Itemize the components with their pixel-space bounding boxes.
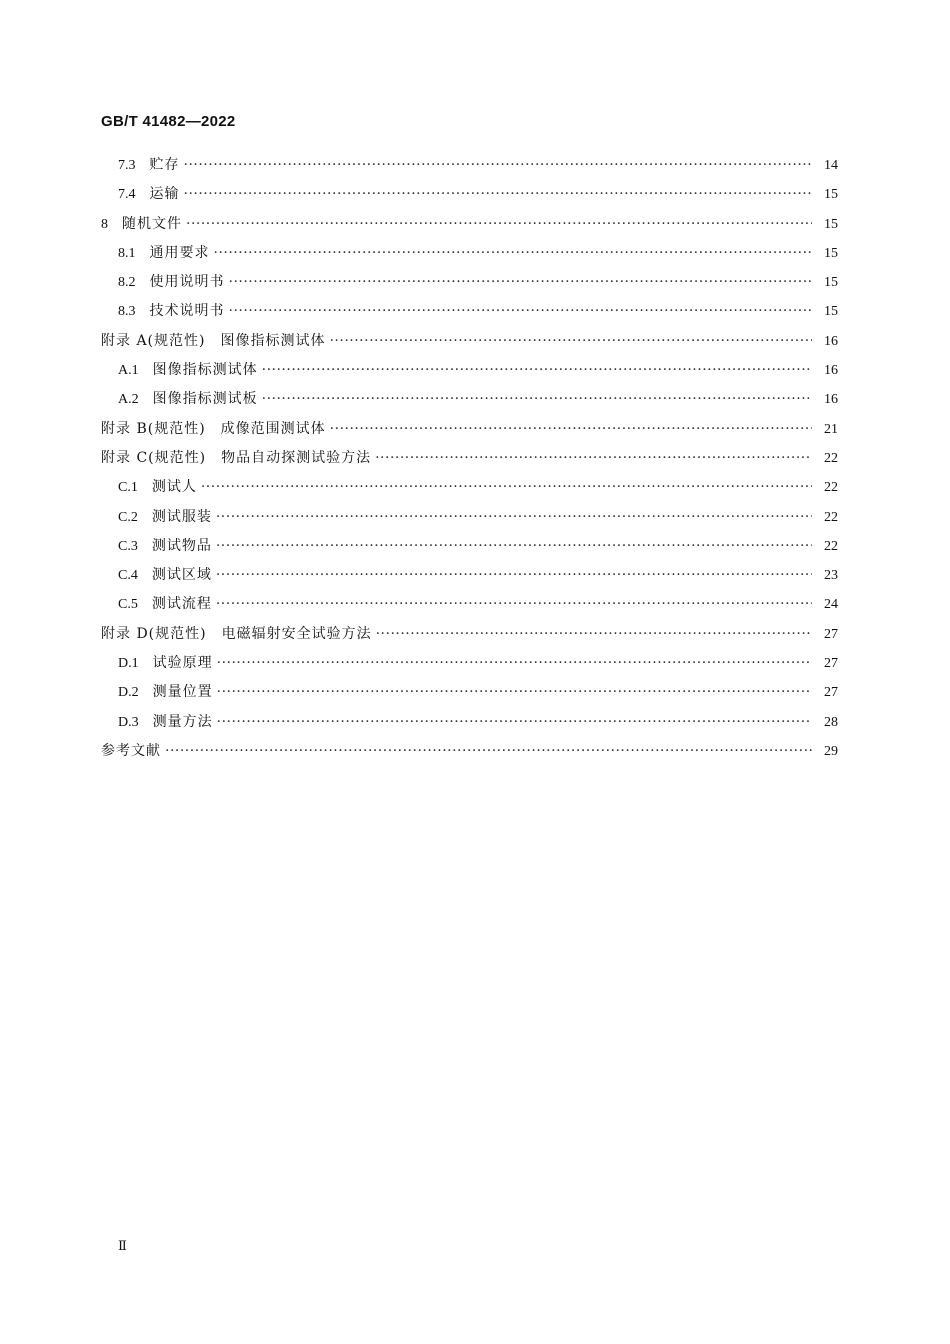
toc-entry-page: 22	[824, 509, 838, 525]
toc-entry-title: 运输	[149, 186, 180, 203]
toc-entry-title: 附录 B(规范性) 成像范围测试体	[101, 420, 326, 437]
toc-entry-page: 15	[824, 245, 838, 261]
toc-entry[interactable]	[101, 506, 838, 535]
toc-leader-dots	[375, 450, 812, 466]
toc-leader-dots	[329, 333, 812, 349]
toc-entry-page: 16	[824, 363, 838, 379]
toc-entry-page: 27	[824, 685, 838, 701]
toc-entry[interactable]	[101, 535, 838, 564]
toc-leader-dots	[229, 303, 813, 319]
toc-entry-title: 附录 A(规范性) 图像指标测试体	[101, 332, 326, 349]
toc-entry-number: D.1	[118, 656, 139, 672]
toc-entry[interactable]	[101, 183, 838, 212]
toc-leader-dots	[217, 684, 812, 700]
toc-entry-number: D.3	[118, 714, 139, 730]
toc-entry-number: 8.2	[118, 275, 136, 291]
toc-leader-dots	[216, 509, 812, 525]
toc-entry-number: D.2	[118, 685, 139, 701]
toc-entry-page: 15	[824, 304, 838, 320]
toc-entry[interactable]	[101, 154, 838, 183]
toc-leader-dots	[186, 216, 812, 232]
toc-entry[interactable]	[101, 652, 838, 681]
toc-entry[interactable]	[101, 388, 838, 417]
toc-entry-title: 测试服装	[151, 508, 212, 525]
toc-leader-dots	[229, 274, 813, 290]
toc-entry-number: A.2	[118, 392, 139, 408]
toc-leader-dots	[184, 186, 813, 202]
toc-entry-page: 24	[824, 597, 838, 613]
toc-entry-number: C.2	[118, 509, 138, 525]
toc-entry-title: 测量位置	[152, 684, 213, 701]
toc-entry[interactable]	[101, 623, 838, 652]
toc-entry-title: 测试物品	[151, 537, 212, 554]
toc-leader-dots	[201, 479, 812, 495]
toc-leader-dots	[216, 538, 812, 554]
toc-entry-title: 通用要求	[149, 244, 210, 261]
toc-entry-title: 随机文件	[122, 215, 182, 232]
toc-entry[interactable]	[101, 242, 838, 271]
toc-entry-page: 22	[824, 538, 838, 554]
toc-entry-title: 测试人	[151, 479, 197, 496]
toc-entry-title: 试验原理	[152, 655, 213, 672]
toc-entry[interactable]	[101, 359, 838, 388]
page-number: Ⅱ	[118, 1238, 127, 1253]
toc-entry[interactable]	[101, 213, 838, 242]
toc-entry-number: A.1	[118, 363, 139, 379]
toc-entry-number: C.3	[118, 538, 138, 554]
toc-leader-dots	[216, 596, 812, 612]
toc-leader-dots	[214, 245, 813, 261]
toc-entry-title: 附录 C(规范性) 物品自动探测试验方法	[101, 449, 372, 466]
toc-entry-page: 14	[824, 158, 838, 173]
toc-leader-dots	[165, 743, 812, 759]
toc-entry[interactable]	[101, 711, 838, 740]
toc-entry[interactable]	[101, 447, 838, 476]
toc-entry-page: 29	[824, 743, 838, 759]
toc-entry-title: 使用说明书	[149, 274, 225, 291]
toc-entry-title: 测试区域	[151, 567, 212, 584]
toc-entry-number: C.5	[118, 597, 138, 613]
toc-leader-dots	[216, 567, 812, 583]
toc-entry[interactable]	[101, 300, 838, 329]
toc-entry-title: 测量方法	[152, 713, 213, 730]
toc-entry[interactable]	[101, 476, 838, 505]
toc-leader-dots	[184, 157, 813, 173]
toc-entry-title: 附录 D(规范性) 电磁辐射安全试验方法	[101, 625, 372, 642]
toc-entry[interactable]	[101, 330, 838, 359]
toc-entry-number: 8.3	[118, 304, 136, 320]
toc-entry-title: 参考文献	[101, 742, 161, 759]
toc-entry-page: 16	[824, 333, 838, 349]
toc-entry[interactable]	[101, 740, 838, 769]
toc-entry-title: 图像指标测试板	[152, 391, 258, 408]
toc-entry-title: 测试流程	[151, 596, 212, 613]
toc-entry[interactable]	[101, 593, 838, 622]
toc-entry-number: 7.4	[118, 187, 136, 203]
toc-entry[interactable]	[101, 418, 838, 447]
toc-entry-page: 27	[824, 626, 838, 642]
toc-leader-dots	[217, 714, 812, 730]
toc-entry-title: 技术说明书	[149, 303, 225, 320]
toc-entry-page: 16	[824, 392, 838, 408]
toc-entry-number: C.1	[118, 480, 138, 496]
toc-entry-page: 27	[824, 656, 838, 672]
toc-entry[interactable]	[101, 564, 838, 593]
toc-entry[interactable]	[101, 681, 838, 710]
toc-leader-dots	[262, 362, 812, 378]
toc-entry-page: 15	[824, 216, 838, 232]
toc-entry-number: C.4	[118, 568, 138, 584]
toc-entry-page: 28	[824, 714, 838, 730]
toc-leader-dots	[262, 391, 812, 407]
toc-leader-dots	[217, 655, 812, 671]
toc-entry-title: 图像指标测试体	[152, 362, 258, 379]
toc-entry-title: 贮存	[149, 157, 180, 173]
toc-leader-dots	[330, 421, 812, 437]
toc-leader-dots	[376, 626, 812, 642]
standard-number: GB/T 41482—2022	[101, 113, 236, 130]
toc-entry-page: 23	[824, 568, 838, 584]
table-of-contents	[101, 154, 838, 769]
toc-entry-page: 15	[824, 187, 838, 203]
toc-entry-page: 15	[824, 275, 838, 291]
toc-entry[interactable]	[101, 271, 838, 300]
toc-entry-page: 22	[824, 480, 838, 496]
toc-entry-page: 22	[824, 450, 838, 466]
toc-entry-number: 7.3	[118, 158, 136, 173]
toc-entry-number: 8	[101, 216, 108, 232]
toc-entry-number: 8.1	[118, 245, 136, 261]
toc-entry-page: 21	[824, 421, 838, 437]
